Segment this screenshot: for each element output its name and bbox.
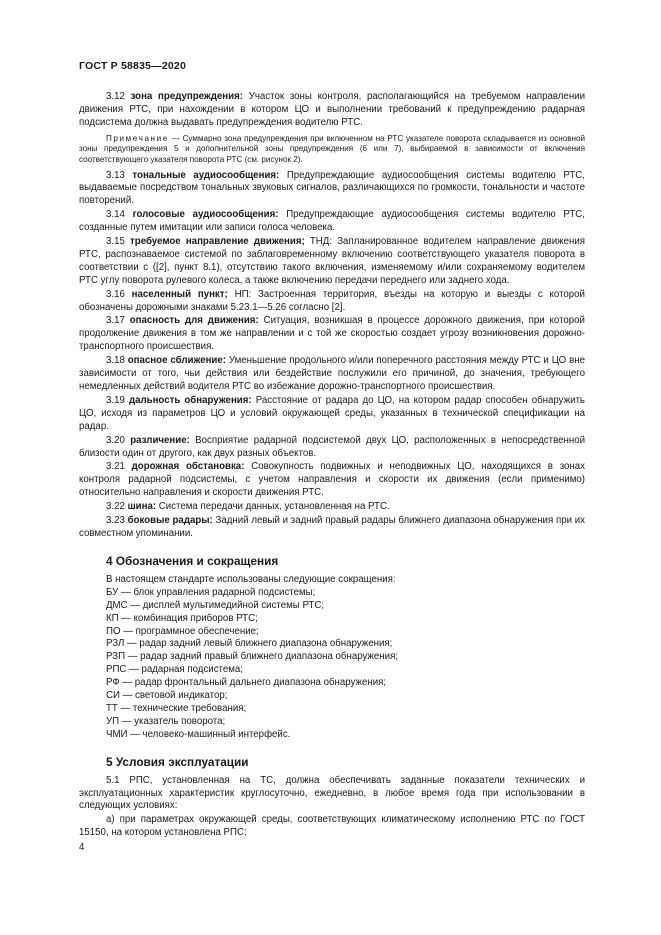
term-3-12 <box>79 91 585 130</box>
page-number: 4 <box>79 842 85 853</box>
term-number: 3.14 <box>106 209 125 221</box>
note-label: Примечание <box>106 133 169 143</box>
term-3-18 <box>79 355 585 394</box>
term-3-16 <box>79 289 585 315</box>
abbreviation-item: РПС — радарная подсистема; <box>106 664 243 676</box>
term-name: населенный пункт; <box>131 288 228 300</box>
abbreviation-item: РЗЛ — радар задний левый ближнего диапазона обнаружения; <box>106 638 393 650</box>
term-3-22 <box>79 501 585 514</box>
term-name: тональные аудиосообщения: <box>132 169 280 181</box>
abbreviation-item: РЗП — радар задний правый ближнего диапазона обнаружения; <box>106 651 399 663</box>
term-name: зона предупреждения: <box>130 91 243 102</box>
note-text: — Суммарно зона предупреждения при включенном на РТС указателе поворота складывается из основной зоны предупреждения 5 и дополнительной зоны предупреждения (6 или 7), выбираемой в зависимости от включения соответствующего указателя поворота РТС (см. рисунок 2). <box>79 133 586 164</box>
term-number: 3.17 <box>106 315 125 327</box>
term-name: дальность обнаружения: <box>128 394 252 406</box>
term-3-19 <box>79 395 585 434</box>
term-definition: Восприятие радарной подсистемой двух ЦО, расположенных в непосредственной близости один от другого, как двух разных объектов. <box>79 434 585 459</box>
term-definition: Предупреждающие аудиосообщения системы водителю РТС, созданные путем имитации или записи голоса человека. <box>79 209 585 234</box>
abbreviation-item: БУ — блок управления радарной подсистемы; <box>106 586 316 598</box>
term-name: различение: <box>130 434 190 446</box>
abbreviation-item: РФ — радар фронтальный дальнего диапазона обнаружения; <box>106 677 387 689</box>
term-name: голосовые аудиосообщения: <box>132 209 279 221</box>
term-number: 3.16 <box>106 288 125 300</box>
term-number: 3.19 <box>106 394 125 406</box>
abbreviation-item: ДМС — дисплей мультимедийной системы РТС; <box>106 599 325 611</box>
term-3-21 <box>79 461 585 500</box>
term-number: 3.12 <box>106 91 125 102</box>
abbreviation-item: ЧМИ — человеко-машинный интерфейс. <box>106 728 291 740</box>
term-3-23 <box>79 515 585 541</box>
term-name: дорожная обстановка: <box>131 461 245 473</box>
term-name: опасное сближение: <box>127 355 226 367</box>
term-number: 3.23 <box>106 515 125 527</box>
section-4-heading: 4 Обозначения и сокращения <box>106 553 279 568</box>
term-number: 3.21 <box>106 461 125 473</box>
term-3-20 <box>79 435 585 461</box>
term-definition: Совокупность подвижных и неподвижных ЦО, находящихся в зонах контроля радарной подсистемы, с учетом направления и скорости их движения (если применимо) относительно направления и скорости движения РТС. <box>79 461 585 499</box>
term-definition: Задний левый и задний правый радары ближнего диапазона обнаружения при их совместном упоминании. <box>79 515 585 539</box>
term-number: 3.20 <box>106 434 125 446</box>
note <box>79 134 585 166</box>
abbreviation-item: УП — указатель поворота; <box>106 715 226 727</box>
term-definition: Предупреждающие аудиосообщения системы водителю РТС, выдаваемые посредством тональных звуковых сигналов, различающихся по громкости, тональности и частоте повторений. <box>79 169 585 207</box>
term-3-14 <box>79 209 585 235</box>
term-definition: Участок зоны контроля, располагающийся на требуемом направлении движения РТС, при нахождении в котором ЦО и выполнении требований к предупреждению радарная подсистема должна выдавать предупреждения водителю РТС. <box>79 91 585 128</box>
term-number: 3.13 <box>106 169 125 181</box>
term-3-17 <box>79 315 585 354</box>
term-name: опасность для движения: <box>129 315 259 327</box>
term-definition: Ситуация, возникшая в процессе дорожного движения, при которой продолжение движения в том же направлении и с той же скоростью создает угрозу возникновения дорожно-транспортного происшествия. <box>79 315 585 353</box>
abbreviation-item: ТТ — технические требования; <box>106 702 247 714</box>
term-name: боковые радары: <box>127 515 213 527</box>
term-3-13 <box>79 170 585 209</box>
abbreviation-item: СИ — световой индикатор; <box>106 690 228 702</box>
term-number: 3.22 <box>106 501 125 513</box>
term-definition: Расстояние от радара до ЦО, на котором радар способен обнаружить ЦО, исходя из параметров ЦО и условий окружающей среды, указанных в технической спецификации на радар. <box>79 394 585 432</box>
term-definition: НП: Застроенная территория, въезды на которую и выезды с которой обозначены дорожными знаками 5.23.1—5.26 согласно [2]. <box>79 288 585 313</box>
section-5-heading: 5 Условия эксплуатации <box>106 754 249 769</box>
term-definition: ТНД: Запланированное водителем направление движения РТС, распознаваемое системой по заблаговременному включению соответствующего указателя поворота в соответствии с ([2], пункт 8.1), отсутствию такого включения, изменяемому и/или сохраняемому водителем РТС углу поворота рулевого колеса, а также включению передачи переднего или заднего хода. <box>79 236 585 286</box>
abbreviation-item: ПО — программное обеспечение; <box>106 625 259 637</box>
term-3-15 <box>79 236 585 288</box>
term-number: 3.18 <box>106 355 125 367</box>
term-number: 3.15 <box>106 236 125 248</box>
abbreviations-intro: В настоящем стандарте использованы следующие сокращения: <box>106 573 396 585</box>
term-name: требуемое направление движения; <box>130 236 305 248</box>
section-5-paragraph-1: 5.1 РПС, установленная на ТС, должна обеспечивать заданные показатели технических и эксплуатационных характеристик круглосуточно, ежедневно, в любое время года при использовании в следующих условиях: <box>79 774 585 812</box>
section-5-paragraph-2: а) при параметрах окружающей среды, соответствующих климатическому исполнению РТС по ГОСТ 15150, на котором установлена РПС; <box>79 814 585 839</box>
term-definition: Уменьшение продольного и/или поперечного расстояния между РТС и ЦО вне зависимости от того, чьи действия или бездействие послужили его причиной, до значения, требующего немедленных действий водителя РТС во избежание дорожно-транспортного происшествия. <box>79 355 585 392</box>
document-header: ГОСТ Р 58835—2020 <box>79 60 187 72</box>
term-name: шина: <box>127 501 157 513</box>
abbreviation-item: КП — комбинация приборов РТС; <box>106 612 258 624</box>
term-definition: Система передачи данных, установленная на РТС. <box>158 501 390 513</box>
page-content <box>79 91 585 841</box>
